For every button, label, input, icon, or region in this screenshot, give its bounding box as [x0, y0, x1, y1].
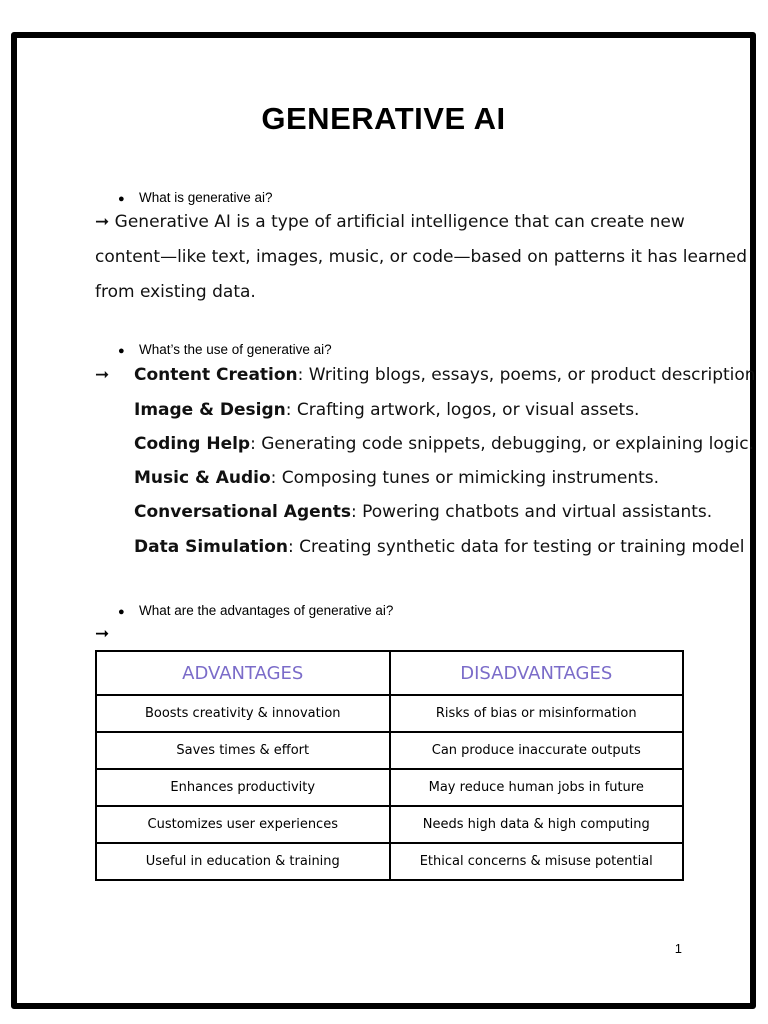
use-item: [134, 468, 659, 488]
answer-line-3: from existing data.: [95, 282, 256, 302]
arrow-icon: ➞: [95, 365, 110, 385]
disadvantage-cell: Ethical concerns & misuse potential: [390, 843, 684, 880]
advantage-cell: Useful in education & training: [96, 843, 390, 880]
disadvantage-cell: May reduce human jobs in future: [390, 769, 684, 806]
question-text: What is generative ai?: [139, 190, 273, 205]
use-item: [134, 400, 639, 420]
use-term: Conversational Agents: [134, 502, 351, 522]
use-item: [134, 434, 754, 454]
table-row: [96, 769, 683, 806]
question-advantages: [118, 603, 393, 618]
column-header-disadvantages: DISADVANTAGES: [390, 651, 684, 695]
table-header-row: [96, 651, 683, 695]
bullet-icon: ●: [118, 606, 125, 618]
use-desc: : Crafting artwork, logos, or visual assets.: [285, 400, 640, 420]
use-item: [134, 502, 712, 522]
use-item: [134, 537, 744, 557]
use-term: Coding Help: [134, 434, 251, 454]
use-term: Image & Design: [134, 400, 286, 420]
use-desc: : Powering chatbots and virtual assistants.: [351, 502, 713, 522]
use-desc: : Composing tunes or mimicking instruments.: [270, 468, 660, 488]
bullet-icon: ●: [118, 193, 125, 205]
table-row: [96, 732, 683, 769]
page-frame: [11, 32, 756, 1009]
disadvantage-cell: Risks of bias or misinformation: [390, 695, 684, 732]
advantage-cell: Boosts creativity & innovation: [96, 695, 390, 732]
use-desc: : Creating synthetic data for testing or training model: [288, 537, 745, 557]
question-text: What’s the use of generative ai?: [139, 342, 332, 357]
arrow-icon: ➞: [95, 624, 110, 644]
page-title: GENERATIVE AI: [261, 101, 506, 136]
advantages-table: [95, 650, 684, 881]
question-uses: [118, 342, 332, 357]
table-row: [96, 843, 683, 880]
use-item: [134, 365, 756, 385]
use-desc: : Writing blogs, essays, poems, or product description: [297, 365, 756, 385]
answer-line-1: [95, 212, 685, 232]
page-number: 1: [674, 941, 682, 956]
question-text: What are the advantages of generative ai?: [139, 603, 394, 618]
question-what-is: [118, 190, 273, 205]
arrow-icon: ➞: [95, 212, 110, 232]
bullet-icon: ●: [118, 345, 125, 357]
advantage-cell: Customizes user experiences: [96, 806, 390, 843]
column-header-advantages: ADVANTAGES: [96, 651, 390, 695]
use-term: Music & Audio: [134, 468, 271, 488]
use-term: Data Simulation: [134, 537, 289, 557]
disadvantage-cell: Needs high data & high computing: [390, 806, 684, 843]
answer-line-2: content—like text, images, music, or code—based on patterns it has learned: [95, 247, 748, 267]
table-row: [96, 806, 683, 843]
advantage-cell: Saves times & effort: [96, 732, 390, 769]
table-row: [96, 695, 683, 732]
advantage-cell: Enhances productivity: [96, 769, 390, 806]
disadvantage-cell: Can produce inaccurate outputs: [390, 732, 684, 769]
use-term: Content Creation: [134, 365, 298, 385]
use-desc: : Generating code snippets, debugging, or explaining logic.: [250, 434, 755, 454]
answer-text: Generative AI is a type of artificial intelligence that can create new: [114, 212, 685, 232]
